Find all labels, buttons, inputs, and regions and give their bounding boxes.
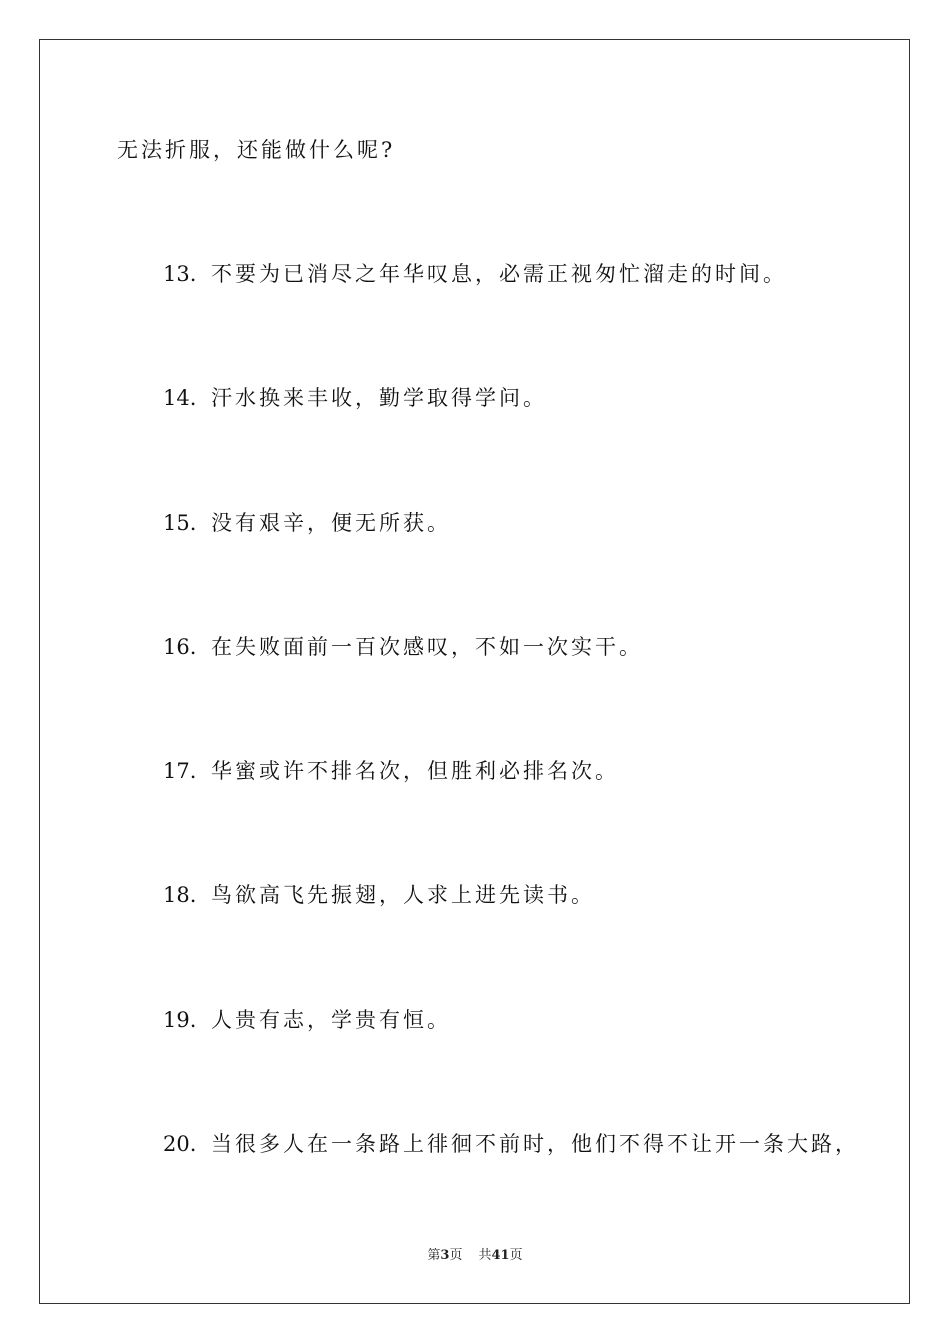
item-text: 没有艰辛，便无所获。	[211, 511, 451, 535]
item-text: 汗水换来丰收，勤学取得学问。	[211, 386, 547, 410]
item-number: 16.	[163, 635, 197, 659]
item-text: 在失败面前一百次感叹，不如一次实干。	[211, 635, 643, 659]
total-prefix: 共	[478, 1248, 492, 1263]
list-item	[163, 1130, 859, 1158]
page-prefix: 第	[427, 1248, 441, 1263]
list-item	[163, 509, 451, 537]
list-item	[163, 881, 595, 909]
item-number: 13.	[163, 262, 197, 286]
page-footer	[0, 1247, 950, 1265]
total-pages: 41	[491, 1248, 510, 1263]
page-suffix: 页	[449, 1248, 463, 1263]
item-text: 当很多人在一条路上徘徊不前时，他们不得不让开一条大路，	[211, 1132, 859, 1156]
list-item	[163, 633, 643, 661]
item-text: 鸟欲高飞先振翅，人求上进先读书。	[211, 883, 595, 907]
list-item	[163, 1006, 451, 1034]
total-suffix: 页	[509, 1248, 523, 1263]
item-text: 人贵有志，学贵有恒。	[211, 1008, 451, 1032]
page-number: 3	[440, 1248, 450, 1263]
item-number: 19.	[163, 1008, 197, 1032]
item-number: 15.	[163, 511, 197, 535]
item-text: 华蜜或许不排名次，但胜利必排名次。	[211, 759, 619, 783]
list-item	[163, 384, 547, 412]
page-frame	[39, 39, 910, 1304]
item-number: 20.	[163, 1132, 197, 1156]
list-item	[163, 757, 619, 785]
continuation-line: 无法折服，还能做什么呢?	[117, 138, 396, 162]
item-number: 14.	[163, 386, 197, 410]
item-number: 18.	[163, 883, 197, 907]
item-number: 17.	[163, 759, 197, 783]
list-item	[163, 260, 787, 288]
item-text: 不要为已消尽之年华叹息，必需正视匆忙溜走的时间。	[211, 262, 787, 286]
